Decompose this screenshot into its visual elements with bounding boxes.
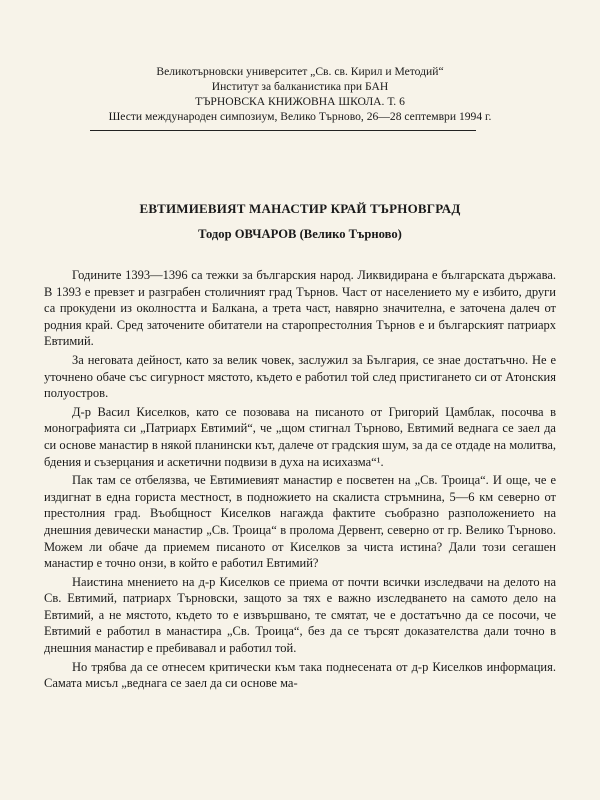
paragraph: Но трябва да се отнесем критически към така поднесената от д-р Киселков информация. Самата мисъл „веднага се заел да си основе ма- bbox=[44, 659, 556, 691]
article-author: Тодор ОВЧАРОВ (Велико Търново) bbox=[198, 227, 402, 241]
paragraph: За неговата дейност, като за велик човек, заслужил за България, се знае достатъчно. Не е уточнено обаче със сигурност мястото, където е работил той след пристигането си от Атонския полуостров. bbox=[44, 352, 556, 401]
paragraph: Годините 1393—1396 са тежки за българския народ. Ликвидирана е българската държава. В 1393 е превзет и разграбен столичният град Търнов. Част от населението му е избито, други са прокудени из околността и Балкана, а трета част, навярно значителна, е заточена далеч от родния край. Сред заточените обитатели на старопрестолния Търнов е и българският патриарх Евтимий. bbox=[44, 268, 556, 349]
article-title: ЕВТИМИЕВИЯТ МАНАСТИР КРАЙ ТЪРНОВГРАД bbox=[139, 201, 461, 216]
header-divider bbox=[90, 130, 476, 131]
header-series: ТЪРНОВСКА КНИЖОВНА ШКОЛА. Т. 6 bbox=[195, 95, 405, 108]
header-institute: Институт за балканистика при БАН bbox=[211, 80, 389, 93]
paragraph: Пак там се отбелязва, че Евтимиевият манастир е посветен на „Св. Троица“. И още, че е издигнат в една гориста местност, в подножието на скалиста стръмнина, 5—6 км северно от престолния град. Въобщност Киселков нагажда фактите съобразно разположението на днешния девически манастир „Св. Троица“ в пролома Дервент, северно от гр. Велико Търново. Можем ли обаче да приемем писаното от Киселков за чиста истина? Дали този сегашен манастир е точно онзи, в който е работил Евтимий? bbox=[44, 473, 556, 571]
publication-header bbox=[44, 0, 556, 124]
paragraph: Наистина мнението на д-р Киселков се приема от почти всички изследвачи на делото на Св. Евтимий, патриарх Търновски, защото за тях е важно изследването на самото дело на Евтимий, а не мястото, където то е извършвано, те смятат, че е достатъчно да се посочи, че Евтимий е работил в манастира „Св. Троица“, без да се търсят доказателства дали точно в днешния манастир е пребивавал и работил той. bbox=[44, 574, 556, 656]
article-body bbox=[44, 267, 556, 692]
header-university: Великотърновски университет „Св. св. Кирил и Методий“ bbox=[156, 65, 444, 78]
paragraph: Д-р Васил Киселков, като се позовава на писаното от Григорий Цамблак, посочва в монографията си „Патриарх Евтимий“, че „щом стигнал Търново, Евтимий веднага се заел да си основе манастир в някой планински кът, далече от градския шум, за да се отдаде на молитва, бдения и съзерцания и аскетични подвизи в духа на исихазма“¹. bbox=[44, 404, 556, 469]
header-symposium: Шести международен симпозиум, Велико Търново, 26—28 септември 1994 г. bbox=[108, 110, 492, 123]
